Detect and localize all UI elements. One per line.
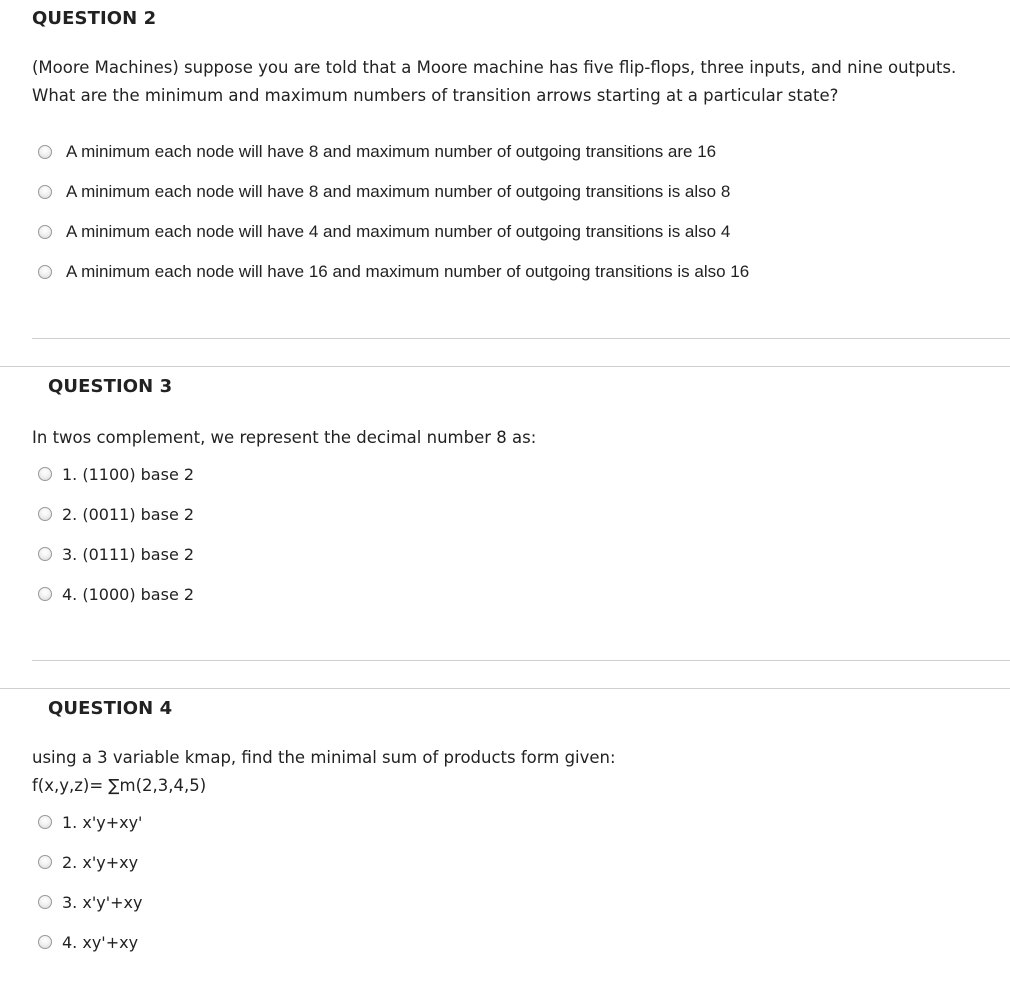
question-4-text [32,744,616,800]
question-4-option-1[interactable] [38,812,142,832]
question-2-option-4[interactable] [38,262,749,282]
question-divider [0,688,1010,689]
radio-button[interactable] [38,547,52,561]
radio-button[interactable] [38,855,52,869]
question-4-option-2[interactable] [38,852,138,872]
radio-button[interactable] [38,467,52,481]
question-3-text [32,424,536,452]
option-label: 4. xy'+xy [62,932,139,952]
radio-button[interactable] [38,895,52,909]
question-3-title: QUESTION 3 [48,376,173,397]
question-divider [32,338,1010,339]
question-2-option-1[interactable] [38,142,716,162]
option-label: 1. (1100) base 2 [62,464,195,484]
question-4-option-3[interactable] [38,892,142,912]
option-label: 4. (1000) base 2 [62,584,195,604]
option-label: A minimum each node will have 16 and maximum number of outgoing transitions is also 16 [66,262,750,281]
radio-button[interactable] [38,185,52,199]
question-2-option-3[interactable] [38,222,730,242]
option-label: 3. (0111) base 2 [62,544,195,564]
question-4-option-4[interactable] [38,932,138,952]
option-label: A minimum each node will have 4 and maximum number of outgoing transitions is also 4 [66,222,731,241]
option-label: 2. (0011) base 2 [62,504,195,524]
radio-button[interactable] [38,935,52,949]
question-divider [32,660,1010,661]
question-3-option-4[interactable] [38,584,194,604]
question-3-option-3[interactable] [38,544,194,564]
option-label: 3. x'y'+xy [62,892,143,912]
question-3-text-line-1: In twos complement, we represent the decimal number 8 as: [32,428,537,447]
question-4-text-line-1: using a 3 variable kmap, find the minimal sum of products form given: [32,748,616,767]
option-label: 2. x'y+xy [62,852,139,872]
question-2-title: QUESTION 2 [32,8,157,29]
option-label: A minimum each node will have 8 and maximum number of outgoing transitions is also 8 [66,182,731,201]
radio-button[interactable] [38,145,52,159]
question-4-text-line-2: f(x,y,z)= ∑m(2,3,4,5) [32,776,207,795]
question-2-text-line-2: What are the minimum and maximum numbers of transition arrows starting at a particular state? [32,86,839,105]
radio-button[interactable] [38,587,52,601]
radio-button[interactable] [38,815,52,829]
question-divider [0,366,1010,367]
question-4-title: QUESTION 4 [48,698,173,719]
option-label: A minimum each node will have 8 and maximum number of outgoing transitions are 16 [66,142,717,161]
radio-button[interactable] [38,225,52,239]
question-2-text-line-1: (Moore Machines) suppose you are told that a Moore machine has five flip-flops, three inputs, and nine outputs. [32,58,957,77]
question-2-text [32,54,956,110]
question-3-option-2[interactable] [38,504,194,524]
radio-button[interactable] [38,507,52,521]
question-2-option-2[interactable] [38,182,730,202]
question-3-option-1[interactable] [38,464,194,484]
option-label: 1. x'y+xy' [62,812,143,832]
radio-button[interactable] [38,265,52,279]
